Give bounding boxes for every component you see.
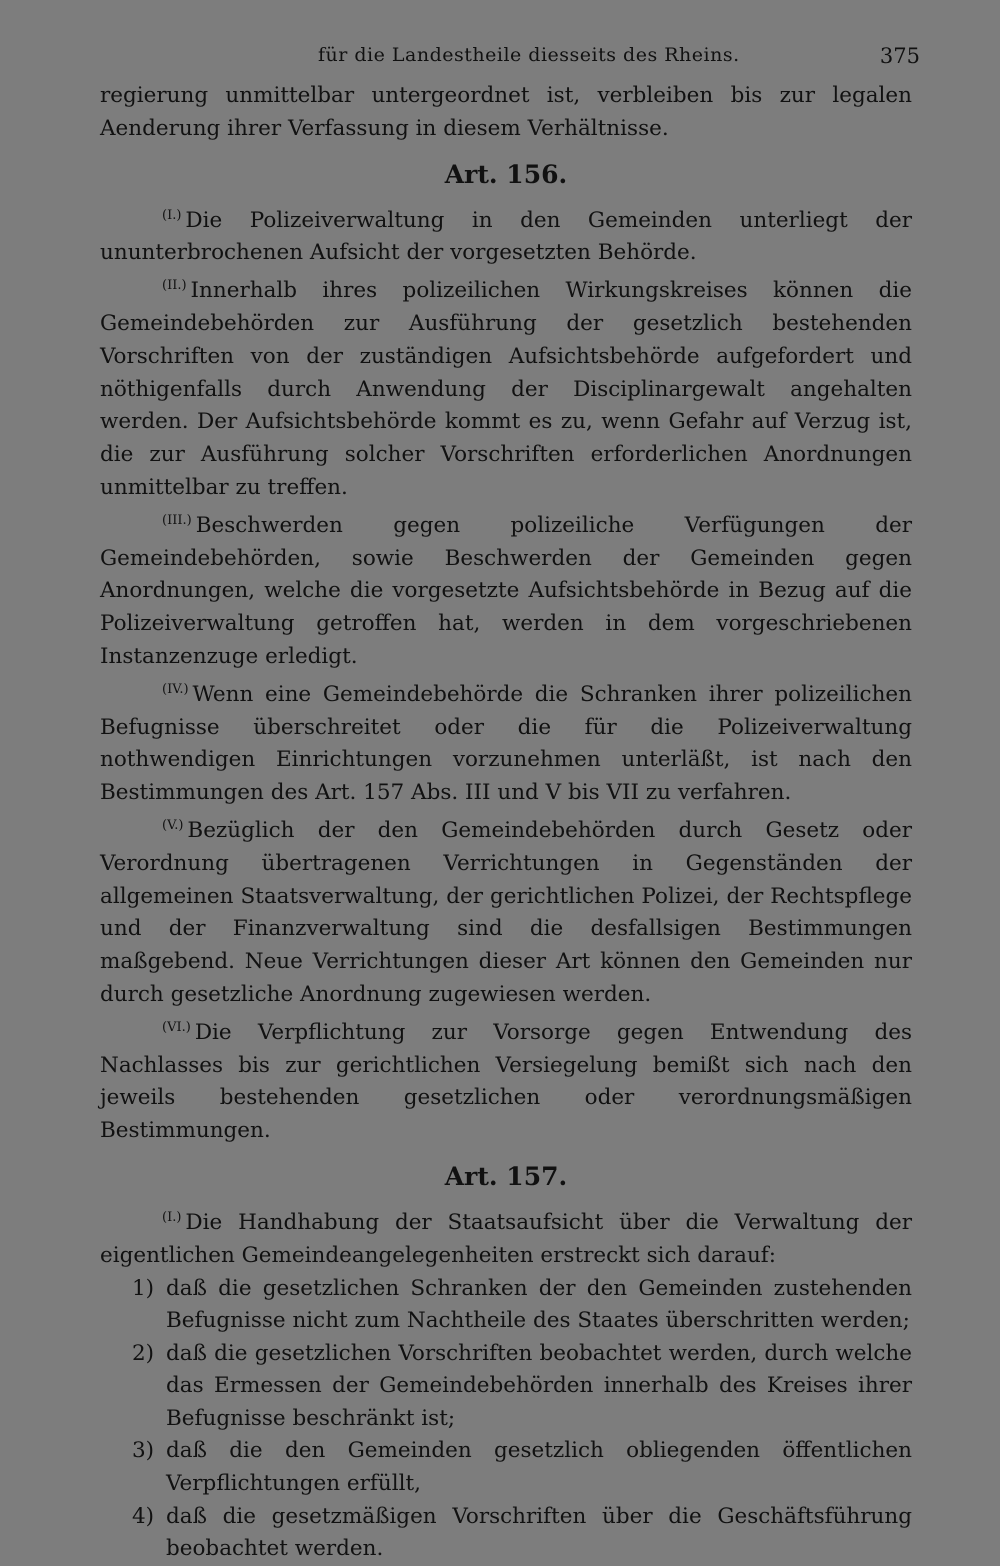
running-title: für die Landestheile diesseits des Rheins. <box>318 44 740 66</box>
art156-paragraph-5 <box>100 810 912 1012</box>
list-item-number: 3) <box>132 1438 155 1464</box>
article-157-heading: Art. 157. <box>444 1161 568 1191</box>
paragraph-text: Wenn eine Gemeindebehörde die Schranken ihrer polizeilichen Befugnisse überschreitet oder die für die Polizeiverwaltung nothwendigen Einrichtungen vorzunehmen unterläßt, ist nach den Bestimmungen des Art. 157 Abs. III und V bis VII zu verfahren. <box>100 681 912 806</box>
art156-paragraph-3 <box>100 505 912 674</box>
list-item-text: daß die den Gemeinden gesetzlich obliegenden öffentlichen Verpflichtungen erfüllt, <box>166 1438 912 1497</box>
list-item-text: daß die gesetzlichen Vorschriften beobachtet werden, durch welche das Ermessen der Gemeindebehörden innerhalb des Kreises ihrer Befugnisse beschränkt ist; <box>166 1340 912 1431</box>
paragraph-mark: (III.) <box>162 512 192 528</box>
paragraph-mark: (I.) <box>162 1209 182 1225</box>
paragraph-mark: (IV.) <box>162 681 189 697</box>
list-item <box>100 1338 912 1436</box>
list-item-text: daß die gesetzmäßigen Vorschriften über die Geschäftsführung beobachtet werden. <box>166 1503 912 1562</box>
paragraph-text: Innerhalb ihres polizeilichen Wirkungskreises können die Gemeindebehörden zur Ausführung der gesetzlich bestehenden Vorschriften von der zuständigen Aufsichtsbehörde aufgefordert und nöthigenfalls durch Anwendung der Disciplinargewalt angehalten werden. Der Aufsichtsbehörde kommt es zu, wenn Gefahr auf Verzug ist, die zur Ausführung solcher Vorschriften erforderlichen Anordnungen unmittelbar zu treffen. <box>100 278 912 500</box>
list-item-number: 4) <box>132 1503 155 1529</box>
paragraph-text: Beschwerden gegen polizeiliche Verfügungen der Gemeindebehörden, sowie Beschwerden der Gemeinden gegen Anordnungen, welche die vorgesetzte Aufsichtsbehörde in Bezug auf die Polizeiverwaltung getroffen hat, werden in dem vorgeschriebenen Instanzenzuge erledigt. <box>100 512 912 669</box>
article-156-heading: Art. 156. <box>444 159 568 189</box>
list-item <box>100 1501 912 1566</box>
list-item <box>100 1273 912 1338</box>
running-head <box>100 44 920 80</box>
art156-paragraph-6 <box>100 1012 912 1148</box>
art156-paragraph-2 <box>100 270 912 505</box>
paragraph-text: Die Handhabung der Staatsaufsicht über die Verwaltung der eigentlichen Gemeindeangelegenheiten erstreckt sich darauf: <box>100 1209 912 1268</box>
paragraph-mark: (I.) <box>162 207 182 223</box>
list-item <box>100 1435 912 1500</box>
art157-paragraph-1 <box>100 1202 912 1273</box>
paragraph-mark: (V.) <box>162 817 184 833</box>
paragraph-text: Bezüglich der den Gemeindebehörden durch Gesetz oder Verordnung übertragenen Verrichtungen in Gegenständen der allgemeinen Staatsverwaltung, der gerichtlichen Polizei, der Rechtspflege und der Finanzverwaltung sind die desfallsigen Bestimmungen maßgebend. Neue Verrichtungen dieser Art können den Gemeinden nur durch gesetzliche Anordnung zugewiesen werden. <box>100 817 912 1007</box>
list-item-number: 2) <box>132 1340 155 1366</box>
page-number: 375 <box>879 44 920 68</box>
list-item-number: 1) <box>132 1275 155 1301</box>
intro-paragraph: regierung unmittelbar untergeordnet ist, verbleiben bis zur legalen Aenderung ihrer Verfassung in diesem Verhältnisse. <box>100 83 912 141</box>
paragraph-mark: (VI.) <box>162 1019 191 1035</box>
paragraph-text: Die Polizeiverwaltung in den Gemeinden unterliegt der ununterbrochenen Aufsicht der vorgesetzten Behörde. <box>100 207 912 266</box>
paragraph-mark: (II.) <box>162 278 187 294</box>
paragraph-text: Die Verpflichtung zur Vorsorge gegen Entwendung des Nachlasses bis zur gerichtlichen Versiegelung bemißt sich nach den jeweils bestehenden gesetzlichen oder verordnungsmäßigen Bestimmungen. <box>100 1019 912 1144</box>
art157-conditions-list <box>100 1273 912 1566</box>
list-item-text: daß die gesetzlichen Schranken der den Gemeinden zustehenden Befugnisse nicht zum Nachtheile des Staates überschritten werden; <box>166 1275 912 1334</box>
art156-paragraph-4 <box>100 674 912 810</box>
art156-paragraph-1 <box>100 200 912 271</box>
